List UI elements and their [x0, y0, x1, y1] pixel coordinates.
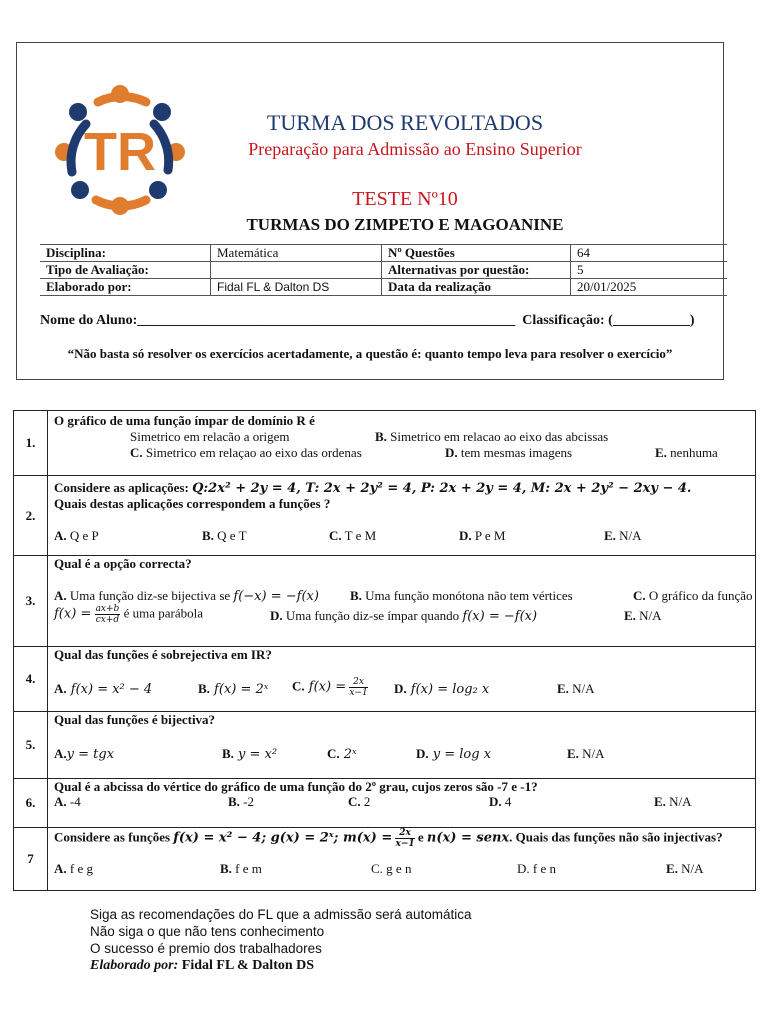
question-row [14, 556, 756, 647]
data-label: Data da realização [382, 279, 571, 296]
option-a[interactable]: A. Uma função diz-se bijectiva se f(−x) = −f(x) [54, 588, 319, 604]
question-text: Considere as funções f(x) = x² − 4; g(x) = 2ˣ; m(x) = $\frac{2x}{x-1}$ e n(x) = senx. Quais das funções não são injectivas? [54, 828, 723, 849]
option-d[interactable]: D. Uma função diz-se ímpar quando f(x) = −f(x) [270, 608, 538, 624]
student-line [40, 313, 695, 329]
question-row [14, 476, 756, 556]
option-e[interactable]: E. N/A [567, 746, 605, 761]
option-a[interactable]: A. f(x) = x² − 4 [54, 681, 153, 697]
question-number: 5. [14, 712, 48, 779]
option-e[interactable]: E. N/A [624, 608, 662, 623]
option-b[interactable]: B. -2 [228, 794, 255, 809]
question-row [14, 828, 756, 891]
option-b[interactable]: B. Q e T [202, 528, 247, 543]
alternativas-label: Alternativas por questão: [382, 262, 571, 279]
option-d[interactable]: D. P e M [459, 528, 506, 543]
option-e[interactable]: E. nenhuma [655, 445, 718, 460]
alternativas-value: 5 [571, 262, 728, 279]
question-text: Qual das funções é bijectiva? [54, 712, 216, 727]
question-row [14, 411, 756, 476]
question-row [14, 647, 756, 712]
option-d[interactable]: D. f(x) = log₂ x [394, 681, 490, 697]
option-d[interactable]: D. 4 [489, 794, 512, 809]
test-name: TESTE Nº10 [352, 188, 458, 210]
question-row [14, 712, 756, 779]
question-cell [48, 828, 756, 891]
option-b[interactable]: B. Simetrico em relacao ao eixo das abcissas [375, 429, 609, 444]
disciplina-value: Matemática [211, 245, 382, 262]
question-text: Qual é a opção correcta? [54, 556, 192, 571]
questoes-value: 64 [571, 245, 728, 262]
question-cell [48, 556, 756, 647]
option-d[interactable]: D. tem mesmas imagens [445, 445, 573, 460]
option-b[interactable]: B. f(x) = 2ˣ [198, 681, 269, 697]
option-a[interactable]: Simetrico em relacão a origem [130, 429, 290, 444]
classification-field[interactable]: Classificação: (___________) [522, 313, 695, 328]
option-e[interactable]: E. N/A [557, 681, 595, 696]
question-number: 1. [14, 411, 48, 476]
question-cell [48, 779, 756, 828]
question-number: 3. [14, 556, 48, 647]
question-cell [48, 476, 756, 556]
question-text: Considere as aplicações: Q:2x² + 2y = 4, T: 2x + 2y² = 4, P: 2x + 2y = 4, M: 2x + 2y² − 2xy − 4. [54, 480, 692, 496]
option-a[interactable]: A. f e g [54, 861, 93, 876]
logo [50, 80, 190, 220]
option-c[interactable]: C. f(x) = $\frac{2x}{x-1}$ [292, 677, 368, 698]
page-title: TURMA DOS REVOLTADOS [266, 110, 544, 135]
footer-line: Siga as recomendações do FL que a admissão será automática [90, 907, 472, 922]
footer-author: Elaborado por: Fidal FL & Dalton DS [90, 958, 315, 973]
question-text: Qual é a abcissa do vértice do gráfico de uma função do 2º grau, cujos zeros são -7 e -1? [54, 779, 538, 794]
option-a[interactable]: A.y = tgx [54, 746, 115, 762]
question-number: 6. [14, 779, 48, 828]
option-c[interactable]: C. O gráfico da função [633, 588, 753, 603]
footer-line: O sucesso é premio dos trabalhadores [90, 941, 322, 956]
option-c[interactable]: C. 2 [348, 794, 371, 809]
elaborado-value: Fidal FL & Dalton DS [211, 279, 382, 296]
question-text: Qual das funções é sobrejectiva em IR? [54, 647, 272, 662]
elaborado-label: Elaborado por: [40, 279, 211, 296]
page-subtitle: Preparação para Admissão ao Ensino Superior [248, 139, 582, 159]
option-b[interactable]: B. y = x² [222, 746, 278, 762]
question-number: 4. [14, 647, 48, 712]
question-number: 2. [14, 476, 48, 556]
option-a[interactable]: A. Q e P [54, 528, 99, 543]
logo-text: TR [84, 122, 156, 182]
option-d[interactable]: D. y = log x [416, 746, 492, 762]
option-e[interactable]: E. N/A [666, 861, 704, 876]
footer [90, 906, 471, 974]
data-value: 20/01/2025 [571, 279, 728, 296]
option-e[interactable]: E. N/A [604, 528, 642, 543]
question-text-2: Quais destas aplicações correspondem a funções ? [54, 496, 331, 511]
option-c[interactable]: C. g e n [371, 861, 412, 876]
question-row [14, 779, 756, 828]
option-c-formula: f(x) = $\frac{ax+b}{cx+d}$ é uma parábola [54, 604, 203, 625]
option-b[interactable]: B. f e m [220, 861, 262, 876]
option-c[interactable]: C. Simetrico em relaçao ao eixo das ordenas [130, 445, 362, 460]
option-a[interactable]: A. -4 [54, 794, 81, 809]
question-cell [48, 647, 756, 712]
student-name-field[interactable]: Nome do Aluno:______________________________________________________ [40, 313, 516, 328]
footer-line: Não siga o que não tens conhecimento [90, 924, 325, 939]
question-number: 7 [14, 828, 48, 891]
questoes-label: Nº Questões [382, 245, 571, 262]
tipo-value [211, 262, 382, 279]
option-c[interactable]: C. T e M [329, 528, 377, 543]
option-b[interactable]: B. Uma função monótona não tem vértices [350, 588, 573, 603]
questions-table [13, 410, 756, 891]
info-table [40, 244, 727, 296]
question-text: O gráfico de uma função ímpar de domínio R é [54, 413, 315, 428]
question-cell [48, 712, 756, 779]
quote: “Não basta só resolver os exercícios acertadamente, a questão é: quanto tempo leva para resolver o exercício” [67, 346, 673, 361]
turmas-title: TURMAS DO ZIMPETO E MAGOANINE [246, 215, 564, 234]
disciplina-label: Disciplina: [40, 245, 211, 262]
tipo-label: Tipo de Avaliação: [40, 262, 211, 279]
option-c[interactable]: C. 2ˣ [327, 746, 357, 762]
question-cell [48, 411, 756, 476]
option-d[interactable]: D. f e n [517, 861, 556, 876]
option-e[interactable]: E. N/A [654, 794, 692, 809]
